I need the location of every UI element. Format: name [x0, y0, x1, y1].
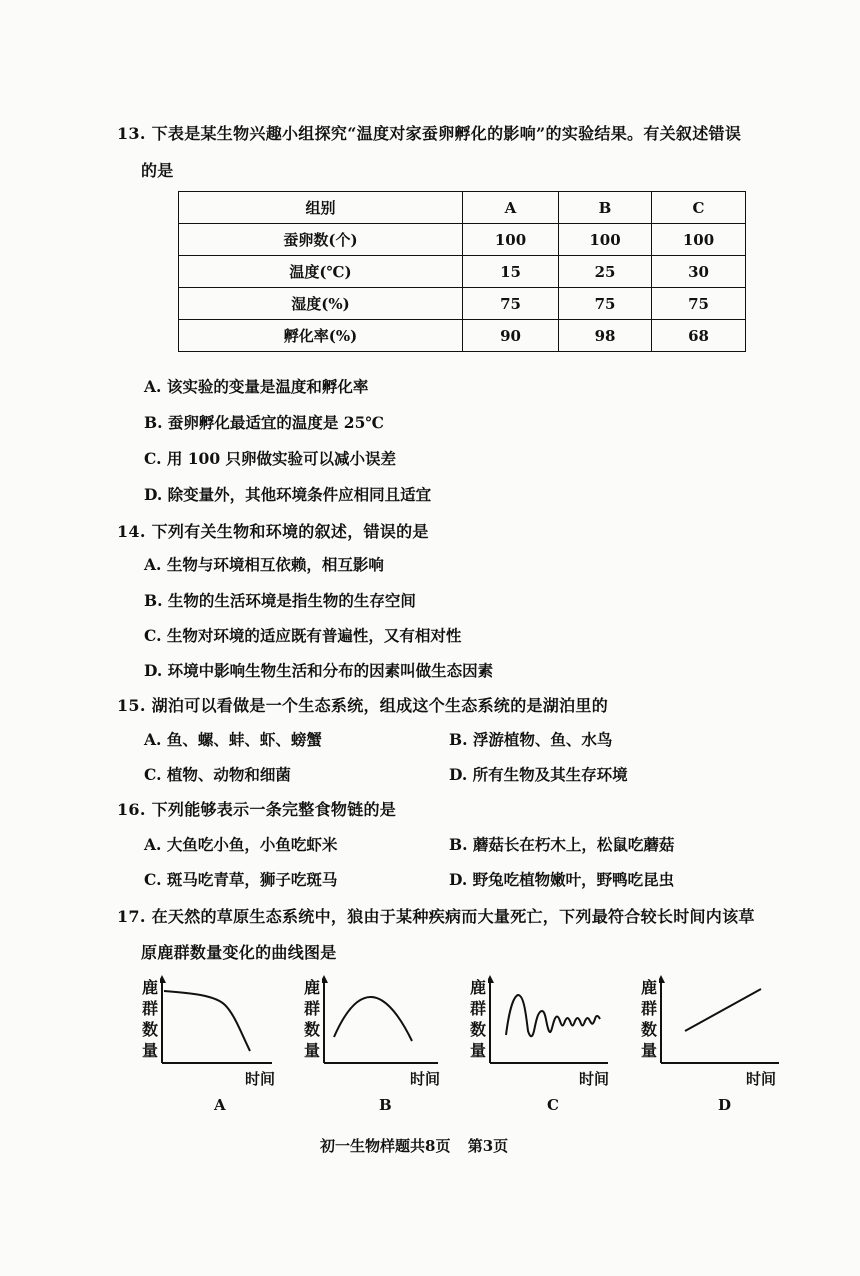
table-header-row	[179, 192, 746, 224]
graph-d-ylabel: 鹿群数量	[640, 978, 657, 1060]
q15-stem: 15. 湖泊可以看做是一个生态系统，组成这个生态系统的是湖泊里的	[117, 696, 609, 715]
q15-option-a: A. 鱼、螺、蚌、虾、螃蟹	[144, 730, 322, 749]
graph-a-y-arrow	[160, 975, 166, 983]
graph-c-ylabel: 鹿群数量	[469, 978, 486, 1060]
table-header-cell: C	[652, 192, 746, 224]
footer-title: 初一生物样题共8页	[320, 1137, 451, 1155]
graph-a-ylabel: 鹿群数量	[141, 978, 158, 1060]
graph-c	[488, 975, 638, 1065]
table-cell: 75	[652, 288, 746, 320]
graph-c-plot	[488, 975, 638, 1065]
table-cell: 98	[559, 320, 652, 352]
q14-stem: 14. 下列有关生物和环境的叙述，错误的是	[117, 522, 429, 541]
graph-a-curve	[164, 991, 250, 1051]
table-cell: 75	[559, 288, 652, 320]
graph-b-xlabel: 时间	[410, 1070, 441, 1088]
q14-option-a: A. 生物与环境相互依赖，相互影响	[144, 555, 384, 574]
q14-option-c: C. 生物对环境的适应既有普遍性，又有相对性	[144, 626, 462, 645]
table-row	[179, 288, 746, 320]
table-header-cell: B	[559, 192, 652, 224]
table-row	[179, 320, 746, 352]
graph-b-ylabel: 鹿群数量	[303, 978, 320, 1060]
table-cell: 75	[463, 288, 559, 320]
graph-d	[659, 975, 809, 1065]
graph-d-xlabel: 时间	[746, 1070, 777, 1088]
graph-a-plot	[160, 975, 310, 1065]
table-cell: 孵化率(%)	[179, 320, 463, 352]
graph-c-y-arrow	[488, 975, 494, 983]
table-cell: 100	[652, 224, 746, 256]
graph-b	[322, 975, 472, 1065]
graph-c-curve	[506, 995, 600, 1036]
graph-a-letter: A	[214, 1096, 226, 1114]
q13-option-c: C. 用 100 只卵做实验可以减小误差	[144, 449, 397, 468]
q13-option-a: A. 该实验的变量是温度和孵化率	[144, 377, 369, 396]
table-cell: 温度(℃)	[179, 256, 463, 288]
q16-option-a: A. 大鱼吃小鱼，小鱼吃虾米	[144, 835, 338, 854]
q17-stem-line1: 17. 在天然的草原生态系统中，狼由于某种疾病而大量死亡，下列最符合较长时间内该草	[117, 907, 755, 926]
table-cell: 100	[463, 224, 559, 256]
q15-option-d: D. 所有生物及其生存环境	[449, 765, 628, 784]
q13-stem-line1: 13. 下表是某生物兴趣小组探究“温度对家蚕卵孵化的影响”的实验结果。有关叙述错误	[117, 124, 742, 143]
footer-page-number: 第3页	[467, 1137, 509, 1155]
table-row	[179, 256, 746, 288]
graph-c-letter: C	[547, 1096, 559, 1114]
graph-d-curve	[685, 989, 761, 1031]
table-cell: 蚕卵数(个)	[179, 224, 463, 256]
table-cell: 湿度(%)	[179, 288, 463, 320]
page-footer	[320, 1135, 520, 1156]
q13-option-d: D. 除变量外，其他环境条件应相同且适宜	[144, 485, 432, 504]
q13-option-b: B. 蚕卵孵化最适宜的温度是 25℃	[144, 413, 384, 432]
table-header-cell: A	[463, 192, 559, 224]
graph-b-plot	[322, 975, 472, 1065]
q13-stem-line2: 的是	[141, 161, 174, 180]
graph-d-plot	[659, 975, 809, 1065]
q14-option-b: B. 生物的生活环境是指生物的生存空间	[144, 591, 416, 610]
graph-b-y-arrow	[322, 975, 328, 983]
q17-stem-line2: 原鹿群数量变化的曲线图是	[141, 943, 337, 962]
q15-option-b: B. 浮游植物、鱼、水鸟	[449, 730, 613, 749]
q16-option-d: D. 野兔吃植物嫩叶，野鸭吃昆虫	[449, 870, 675, 889]
graph-d-letter: D	[718, 1096, 732, 1114]
graph-c-xlabel: 时间	[579, 1070, 610, 1088]
hatching-results-table	[178, 191, 746, 352]
table-cell: 90	[463, 320, 559, 352]
graph-b-letter: B	[379, 1096, 392, 1114]
q14-option-d: D. 环境中影响生物生活和分布的因素叫做生态因素	[144, 661, 494, 680]
table-cell: 100	[559, 224, 652, 256]
q15-option-c: C. 植物、动物和细菌	[144, 765, 291, 784]
table-cell: 68	[652, 320, 746, 352]
table-row	[179, 224, 746, 256]
table-cell: 25	[559, 256, 652, 288]
graph-d-y-arrow	[659, 975, 665, 983]
table-cell: 15	[463, 256, 559, 288]
graph-a-xlabel: 时间	[245, 1070, 276, 1088]
table-cell: 30	[652, 256, 746, 288]
q16-option-b: B. 蘑菇长在朽木上，松鼠吃蘑菇	[449, 835, 675, 854]
table-header-cell: 组别	[179, 192, 463, 224]
q16-stem: 16. 下列能够表示一条完整食物链的是	[117, 800, 397, 819]
q16-option-c: C. 斑马吃青草，狮子吃斑马	[144, 870, 338, 889]
graph-b-curve	[334, 997, 412, 1041]
graph-a	[160, 975, 310, 1065]
